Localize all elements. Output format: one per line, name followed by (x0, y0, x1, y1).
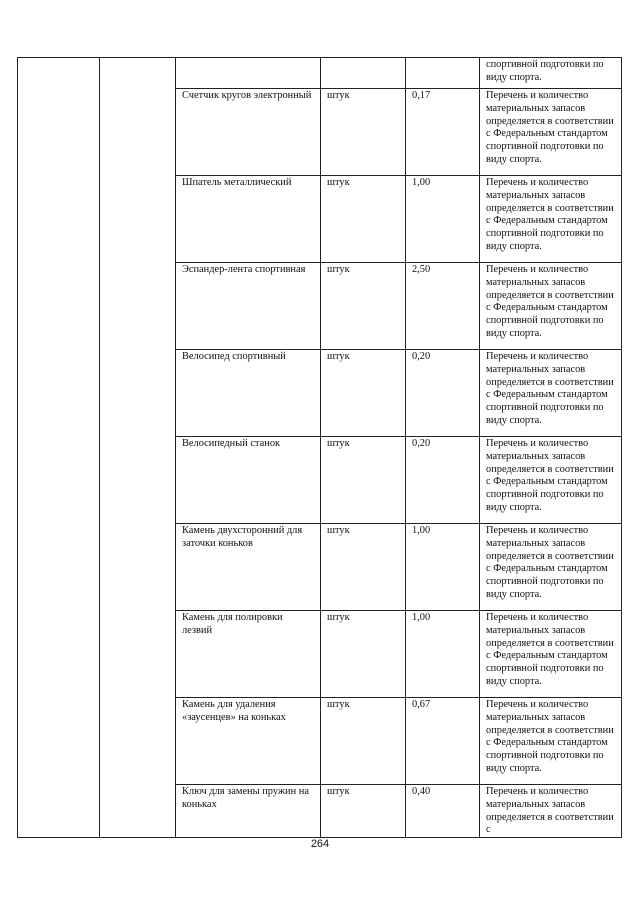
note-cell: Перечень и количество материальных запасов определяется в соответствии с Федеральным стандартом спортивной подготовки по виду спорта. (480, 698, 622, 785)
unit-cell: штук (321, 698, 406, 785)
note-cell: Перечень и количество материальных запасов определяется в соответствии с Федеральным стандартом спортивной подготовки по виду спорта. (480, 89, 622, 176)
qty-cell: 1,00 (406, 524, 480, 611)
name-cell: Камень для удаления «заусенцев» на коньках (176, 698, 321, 785)
note-cell: Перечень и количество материальных запасов определяется в соответствии с Федеральным стандартом спортивной подготовки по виду спорта. (480, 176, 622, 263)
unit-cell: штук (321, 263, 406, 350)
qty-cell: 0,40 (406, 785, 480, 838)
table-row (18, 58, 622, 89)
empty-cell-col2 (100, 58, 176, 838)
name-cell: Камень для полировки лезвий (176, 611, 321, 698)
unit-cell: штук (321, 89, 406, 176)
inventory-table (17, 57, 622, 838)
qty-cell: 0,20 (406, 350, 480, 437)
name-cell (176, 58, 321, 89)
note-cell: Перечень и количество материальных запасов определяется в соответствии с (480, 785, 622, 838)
unit-cell: штук (321, 350, 406, 437)
qty-cell: 0,20 (406, 437, 480, 524)
note-cell: спортивной подготовки по виду спорта. (480, 58, 622, 89)
qty-cell: 0,17 (406, 89, 480, 176)
note-cell: Перечень и количество материальных запасов определяется в соответствии с Федеральным стандартом спортивной подготовки по виду спорта. (480, 263, 622, 350)
note-cell: Перечень и количество материальных запасов определяется в соответствии с Федеральным стандартом спортивной подготовки по виду спорта. (480, 524, 622, 611)
qty-cell: 2,50 (406, 263, 480, 350)
qty-cell: 1,00 (406, 611, 480, 698)
unit-cell: штук (321, 611, 406, 698)
empty-cell-col1 (18, 58, 100, 838)
qty-cell: 0,67 (406, 698, 480, 785)
unit-cell: штук (321, 176, 406, 263)
name-cell: Велосипед спортивный (176, 350, 321, 437)
name-cell: Ключ для замены пружин на коньках (176, 785, 321, 838)
qty-cell (406, 58, 480, 89)
name-cell: Эспандер-лента спортивная (176, 263, 321, 350)
note-cell: Перечень и количество материальных запасов определяется в соответствии с Федеральным стандартом спортивной подготовки по виду спорта. (480, 437, 622, 524)
unit-cell: штук (321, 524, 406, 611)
note-cell: Перечень и количество материальных запасов определяется в соответствии с Федеральным стандартом спортивной подготовки по виду спорта. (480, 350, 622, 437)
unit-cell: штук (321, 437, 406, 524)
unit-cell (321, 58, 406, 89)
qty-cell: 1,00 (406, 176, 480, 263)
page-number: 264 (310, 838, 330, 850)
name-cell: Камень двухсторонний для заточки коньков (176, 524, 321, 611)
unit-cell: штук (321, 785, 406, 838)
note-cell: Перечень и количество материальных запасов определяется в соответствии с Федеральным стандартом спортивной подготовки по виду спорта. (480, 611, 622, 698)
name-cell: Шпатель металлический (176, 176, 321, 263)
name-cell: Счетчик кругов электронный (176, 89, 321, 176)
name-cell: Велосипедный станок (176, 437, 321, 524)
